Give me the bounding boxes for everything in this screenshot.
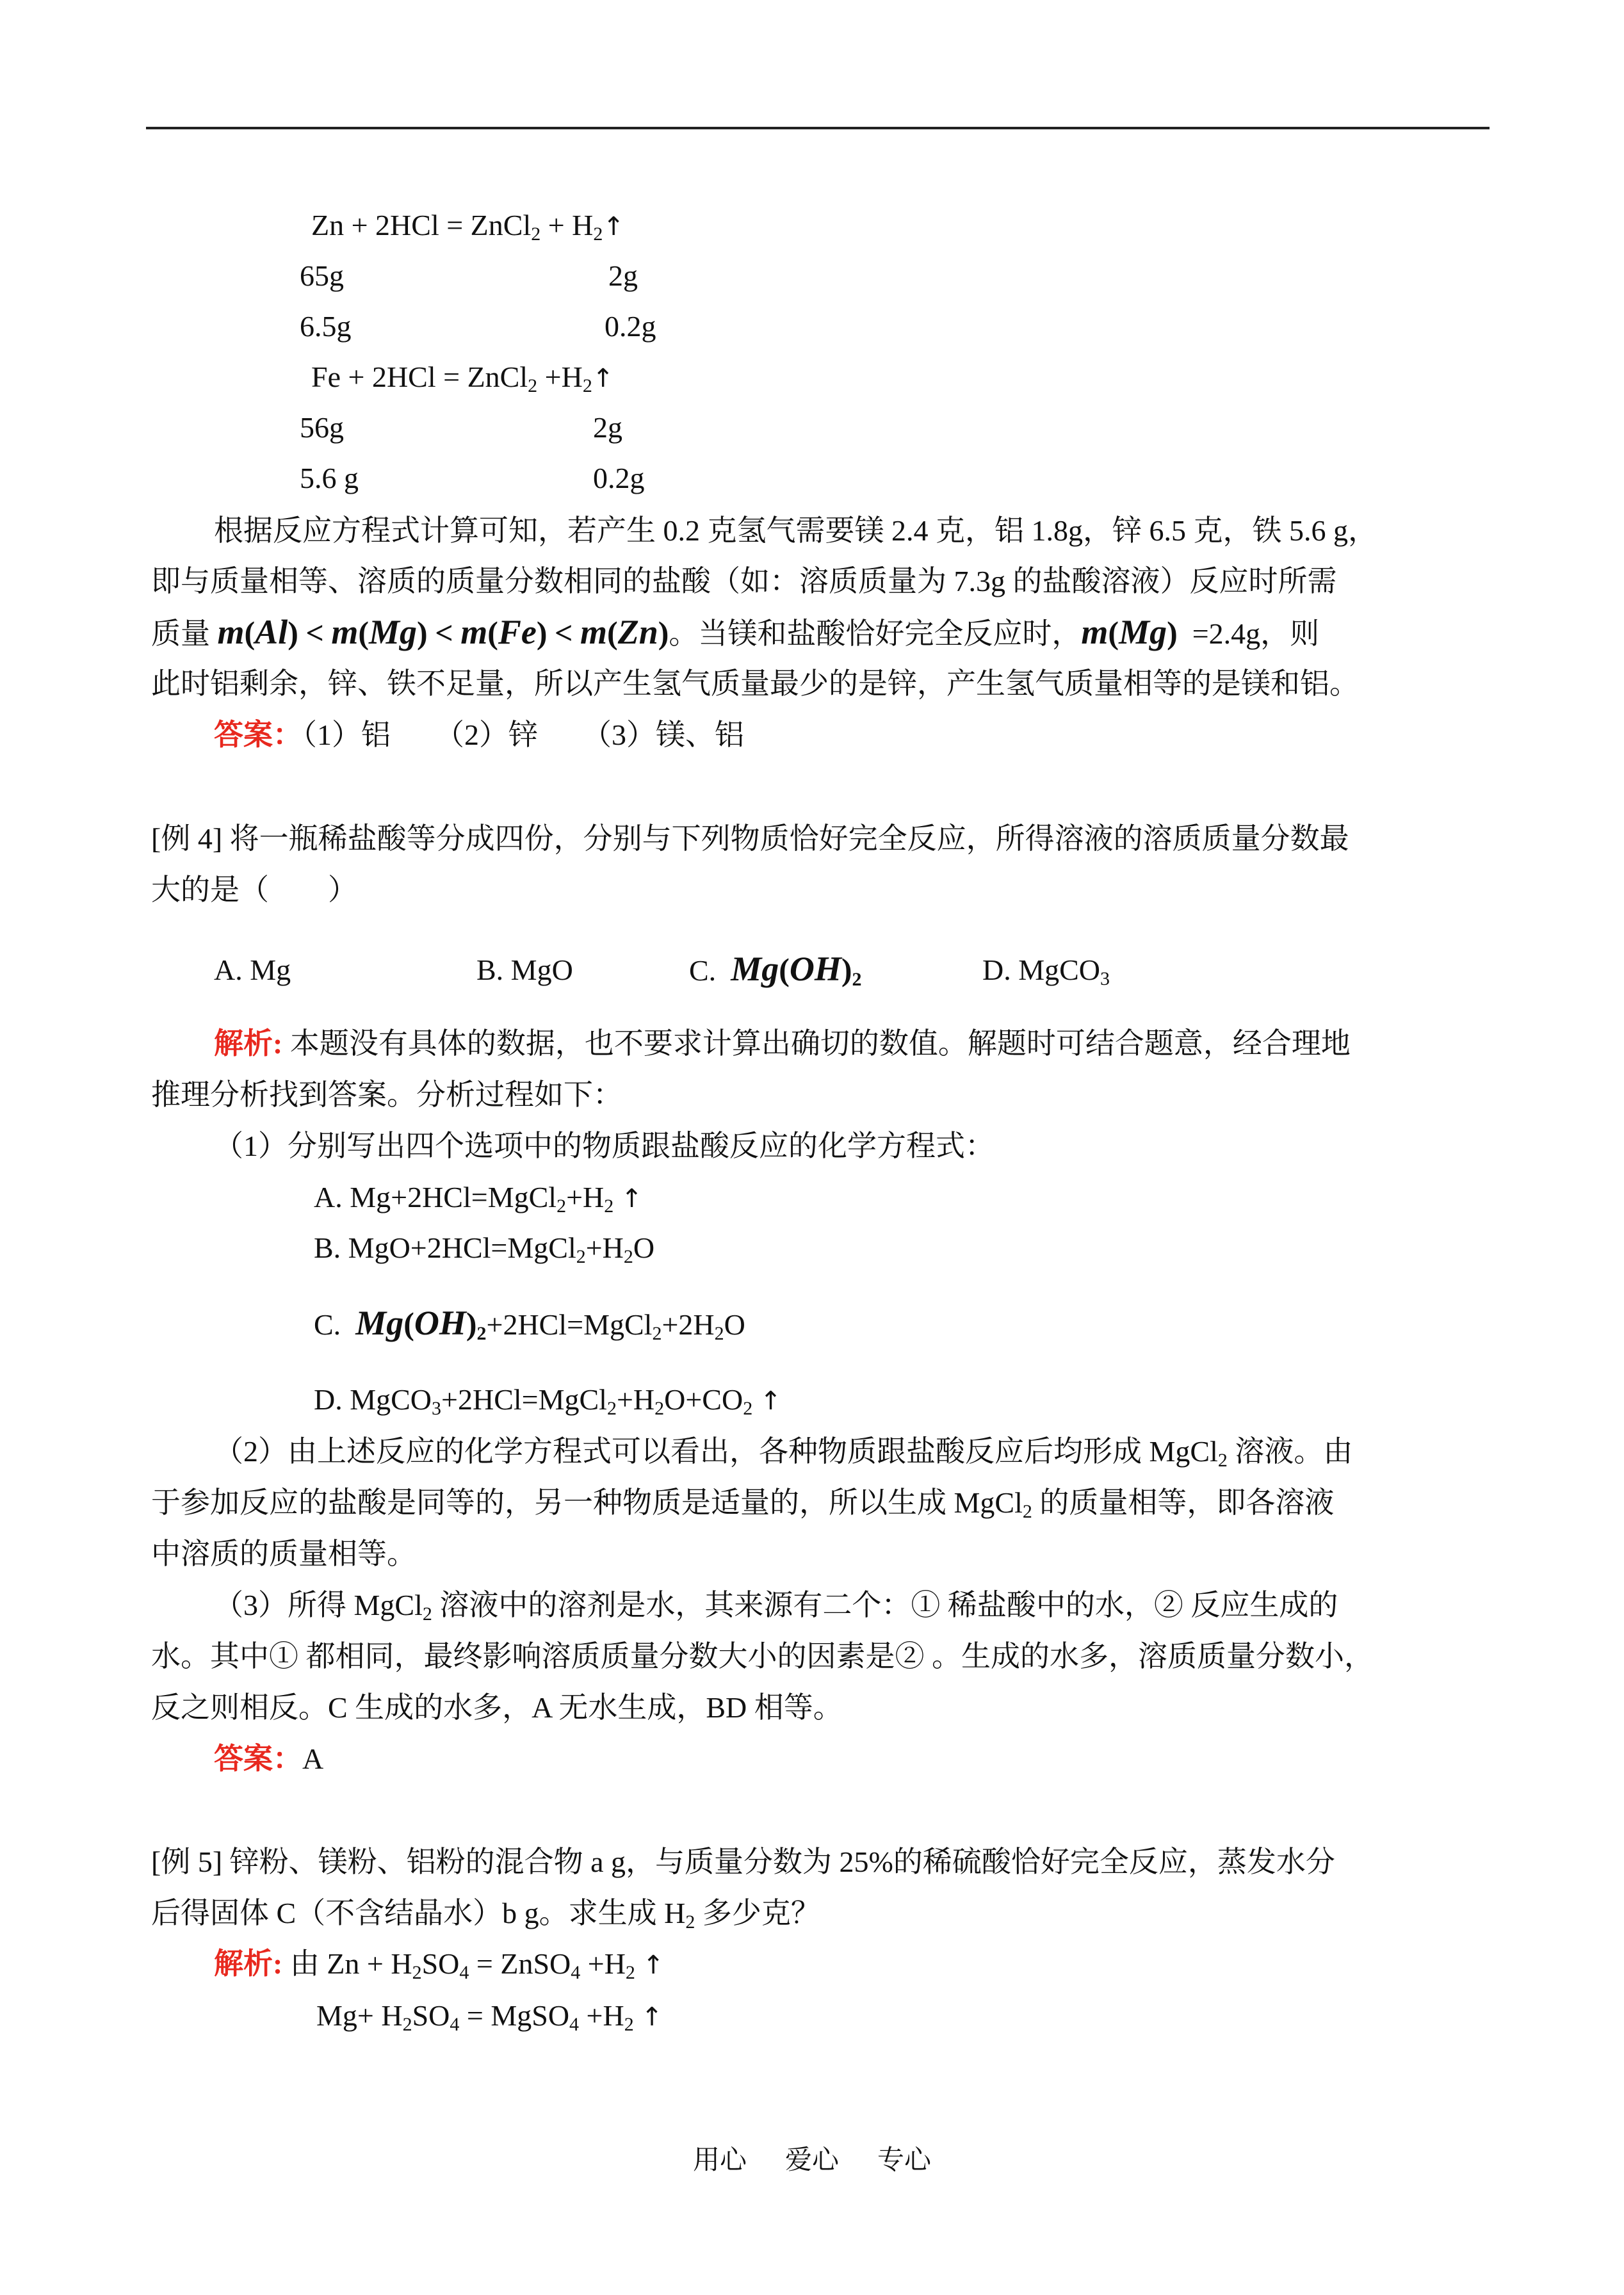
footer-word-1: 用心	[692, 2144, 747, 2175]
analysis4-step2-line2: 于参加反应的盐酸是同等的，另一种物质是适量的，所以生成 MgCl$_2$ 的质量相等，即各溶液	[151, 1486, 1335, 1522]
analysis5-line2: $Mg+ H_2SO_4$ = MgSO$_4$ $+H_2$ ↑	[316, 1999, 663, 2035]
para1-line3: 质量 m(Al) < m(Mg) < m(Fe) < m(Zn)。当镁和盐酸恰好完全反应时，m(Mg) =2.4g，则	[151, 613, 1320, 651]
option-c: C. $Mg(OH)_2$	[689, 950, 862, 990]
footer-word-3: 专心	[877, 2144, 932, 2175]
fe-mass-left-1: 56g	[300, 411, 344, 444]
footer-word-2: 爱心	[784, 2144, 839, 2175]
analysis4-step3-line1: （3）所得 MgCl$_2$ 溶液中的溶剂是水，其来源有二个：① 稀盐酸中的水，② 反应生成的	[214, 1589, 1338, 1625]
fe-mass-right-2: 0.2g	[593, 462, 645, 494]
example5-line1: [例 5] 锌粉、镁粉、铝粉的混合物 a g，与质量分数为 25%的稀硫酸恰好完全反应，蒸发水分	[151, 1845, 1335, 1878]
para1-line2: 即与质量相等、溶质的质量分数相同的盐酸（如：溶质质量为 7.3g 的盐酸溶液）反应时所需	[151, 565, 1337, 597]
fe-mass-right-1: 2g	[593, 411, 622, 444]
equation-a: A. $Mg+2HCl=MgCl_2+H_2$ ↑	[314, 1181, 643, 1217]
page-footer	[0, 2139, 1624, 2177]
analysis4-line1: 解析: 本题没有具体的数据，也不要求计算出确切的数值。解题时可结合题意，经合理地	[214, 1027, 1351, 1060]
zn-mass-right-2: 0.2g	[605, 310, 656, 343]
zn-mass-left-1: 65g	[300, 259, 344, 292]
option-b: B. MgO	[476, 953, 573, 986]
example4-line1: [例 4] 将一瓶稀盐酸等分成四份，分别与下列物质恰好完全反应，所得溶液的溶质质量分数最	[151, 822, 1349, 855]
analysis4-step2-line3: 中溶质的质量相等。	[151, 1537, 416, 1570]
equation-d: D. $MgCO_3+2HCl=MgCl_2+H_2O+CO_2$ ↑	[314, 1383, 782, 1419]
equation-b: B. $MgO+2HCl=MgCl_2+H_2O$	[314, 1231, 655, 1267]
zn-equation: Zn + 2HCl = ZnCl$_2$ + $H_2↑$	[311, 209, 624, 245]
analysis5-line1: 解析: 由 $Zn + H_2SO_4$ = ZnSO$_4$ $+H_2$ ↑	[214, 1947, 664, 1983]
analysis4-line2: 推理分析找到答案。分析过程如下：	[151, 1078, 622, 1111]
analysis4-step2-line1: （2）由上述反应的化学方程式可以看出，各种物质跟盐酸反应后均形成 MgCl$_2$ 溶液。由	[214, 1435, 1353, 1471]
zn-mass-right-1: 2g	[608, 259, 638, 292]
fe-mass-left-2: 5.6 g	[300, 462, 359, 494]
equation-c: C. $Mg(OH)_2+2HCl=MgCl_2+2H_2O$	[314, 1304, 745, 1344]
analysis4-step3-line3: 反之则相反。C 生成的水多，A 无水生成，BD 相等。	[151, 1691, 843, 1724]
answer-4: 答案：A	[214, 1742, 324, 1775]
header-rule	[146, 127, 1490, 129]
para1-line1: 根据反应方程式计算可知，若产生 0.2 克氢气需要镁 2.4 克，铝 1.8g，锌 6.5 克，铁 5.6 g，	[214, 514, 1377, 547]
para1-line4: 此时铝剩余，锌、铁不足量，所以产生氢气质量最少的是锌，产生氢气质量相等的是镁和铝。	[151, 667, 1359, 700]
option-a: A. Mg	[214, 953, 291, 986]
zn-mass-left-2: 6.5g	[300, 310, 352, 343]
option-d: D. MgCO$_3$	[982, 953, 1110, 989]
example4-line2: 大的是（ ）	[151, 873, 357, 906]
analysis4-step1: （1）分别写出四个选项中的物质跟盐酸反应的化学方程式：	[214, 1130, 995, 1162]
analysis4-step3-line2: 水。其中① 都相同，最终影响溶质质量分数大小的因素是② 。生成的水多，溶质质量分数小，	[151, 1640, 1374, 1673]
answer-1: 答案：（1）铝 （2）锌 （3）镁、铝	[214, 718, 744, 751]
example5-line2: 后得固体 C（不含结晶水）b g。求生成 $H_2$ 多少克？	[151, 1897, 820, 1933]
fe-equation: Fe + 2HCl = ZnCl$_2$ $+H_2↑$	[311, 361, 614, 396]
